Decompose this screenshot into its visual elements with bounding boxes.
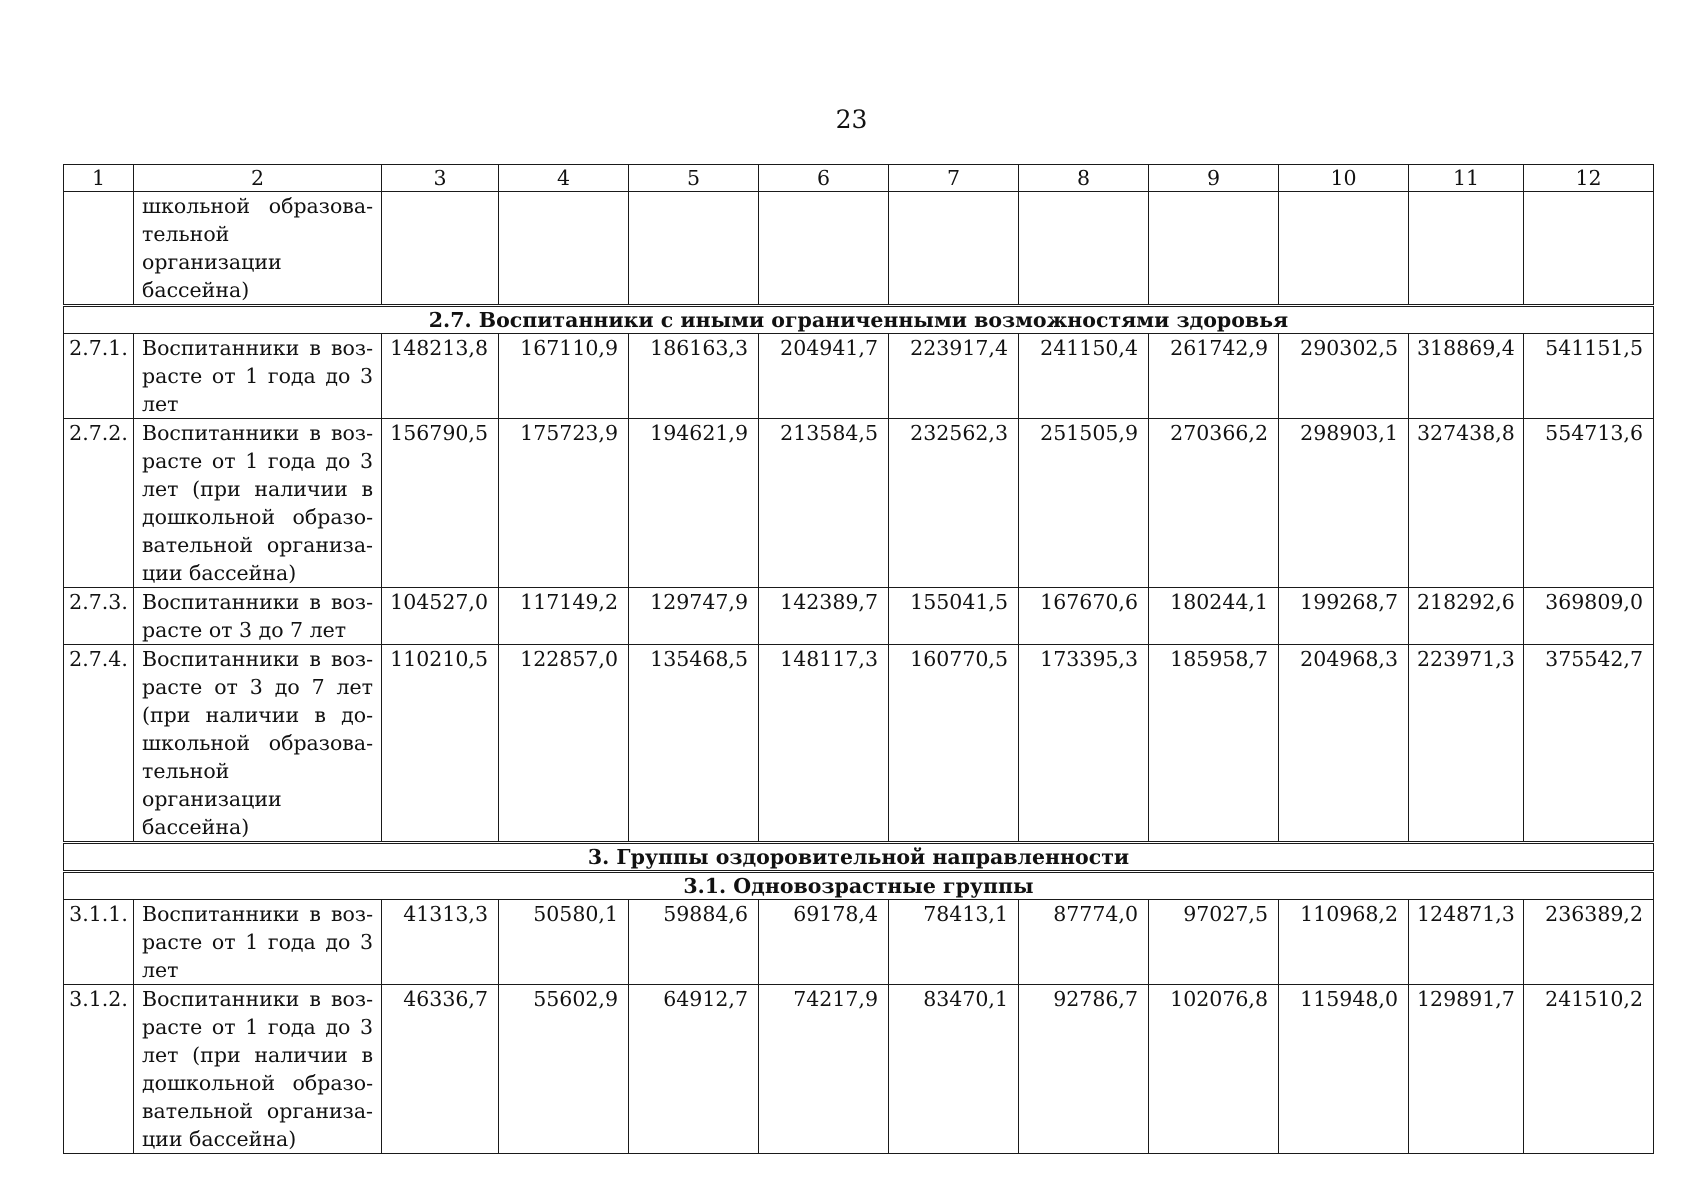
value-cell: 129747,9 [629, 588, 759, 645]
value-cell: 318869,4 [1409, 334, 1524, 419]
value-cell: 236389,2 [1524, 900, 1654, 985]
value-cell: 232562,3 [889, 419, 1019, 588]
column-header: 12 [1524, 165, 1654, 192]
row-number [64, 192, 134, 306]
value-cell: 41313,3 [382, 900, 499, 985]
value-cell: 97027,5 [1149, 900, 1279, 985]
value-cell: 156790,5 [382, 419, 499, 588]
value-cell: 223917,4 [889, 334, 1019, 419]
tariff-table [63, 164, 1654, 1154]
value-cell [1019, 192, 1149, 306]
table-body [64, 165, 1654, 1154]
value-cell [1279, 192, 1409, 306]
value-cell: 204968,3 [1279, 645, 1409, 843]
value-cell: 199268,7 [1279, 588, 1409, 645]
value-cell: 92786,7 [1019, 985, 1149, 1154]
value-cell: 124871,3 [1409, 900, 1524, 985]
value-cell: 74217,9 [759, 985, 889, 1154]
row-name: Воспитанники в воз-расте от 1 года до 3 лет [134, 900, 382, 985]
value-cell: 69178,4 [759, 900, 889, 985]
row-name: Воспитанники в воз-расте от 1 года до 3 лет (при наличии в дошкольной образо-вательной организа-ции бассейна) [134, 419, 382, 588]
page-number: 23 [835, 105, 868, 134]
value-cell [889, 192, 1019, 306]
section-title: 2.7. Воспитанники с иными ограниченными возможностями здоровья [64, 306, 1654, 334]
value-cell: 104527,0 [382, 588, 499, 645]
value-cell: 270366,2 [1149, 419, 1279, 588]
row-name: Воспитанники в воз-расте от 1 года до 3 лет (при наличии в дошкольной образо-вательной организа-ции бассейна) [134, 985, 382, 1154]
value-cell: 129891,7 [1409, 985, 1524, 1154]
value-cell: 117149,2 [499, 588, 629, 645]
row-name: Воспитанники в воз-расте от 3 до 7 лет [134, 588, 382, 645]
row-name: Воспитанники в воз-расте от 3 до 7 лет (при наличии в до-школьной образова-тельной организации бассейна) [134, 645, 382, 843]
value-cell: 290302,5 [1279, 334, 1409, 419]
row-number: 3.1.1. [64, 900, 134, 985]
value-cell: 115948,0 [1279, 985, 1409, 1154]
column-header: 7 [889, 165, 1019, 192]
value-cell: 261742,9 [1149, 334, 1279, 419]
value-cell [1524, 192, 1654, 306]
section-header-row [64, 843, 1654, 872]
table-row [64, 900, 1654, 985]
value-cell: 46336,7 [382, 985, 499, 1154]
value-cell: 142389,7 [759, 588, 889, 645]
value-cell: 241510,2 [1524, 985, 1654, 1154]
section-header-row [64, 872, 1654, 900]
value-cell: 298903,1 [1279, 419, 1409, 588]
value-cell: 102076,8 [1149, 985, 1279, 1154]
value-cell: 241150,4 [1019, 334, 1149, 419]
row-number: 2.7.1. [64, 334, 134, 419]
value-cell: 213584,5 [759, 419, 889, 588]
value-cell: 55602,9 [499, 985, 629, 1154]
column-header: 4 [499, 165, 629, 192]
value-cell: 148213,8 [382, 334, 499, 419]
table-row [64, 334, 1654, 419]
column-header: 6 [759, 165, 889, 192]
column-header: 2 [134, 165, 382, 192]
value-cell: 194621,9 [629, 419, 759, 588]
column-number-header-row [64, 165, 1654, 192]
value-cell: 155041,5 [889, 588, 1019, 645]
value-cell [629, 192, 759, 306]
value-cell [499, 192, 629, 306]
value-cell: 186163,3 [629, 334, 759, 419]
column-header: 8 [1019, 165, 1149, 192]
value-cell [1409, 192, 1524, 306]
value-cell: 223971,3 [1409, 645, 1524, 843]
column-header: 9 [1149, 165, 1279, 192]
value-cell: 135468,5 [629, 645, 759, 843]
value-cell: 110968,2 [1279, 900, 1409, 985]
value-cell: 167670,6 [1019, 588, 1149, 645]
column-header: 10 [1279, 165, 1409, 192]
table-row [64, 588, 1654, 645]
section-title: 3. Группы оздоровительной направленности [64, 843, 1654, 872]
value-cell: 50580,1 [499, 900, 629, 985]
column-header: 5 [629, 165, 759, 192]
table-row [64, 419, 1654, 588]
value-cell: 78413,1 [889, 900, 1019, 985]
value-cell: 122857,0 [499, 645, 629, 843]
table-row [64, 192, 1654, 306]
value-cell: 148117,3 [759, 645, 889, 843]
value-cell: 554713,6 [1524, 419, 1654, 588]
value-cell [382, 192, 499, 306]
value-cell: 173395,3 [1019, 645, 1149, 843]
value-cell: 160770,5 [889, 645, 1019, 843]
value-cell [759, 192, 889, 306]
row-name: школьной образова-тельной организации бассейна) [134, 192, 382, 306]
row-number: 3.1.2. [64, 985, 134, 1154]
value-cell: 218292,6 [1409, 588, 1524, 645]
table-row [64, 645, 1654, 843]
section-header-row [64, 306, 1654, 334]
value-cell: 541151,5 [1524, 334, 1654, 419]
value-cell: 167110,9 [499, 334, 629, 419]
value-cell: 251505,9 [1019, 419, 1149, 588]
row-number: 2.7.4. [64, 645, 134, 843]
row-number: 2.7.3. [64, 588, 134, 645]
value-cell: 327438,8 [1409, 419, 1524, 588]
value-cell: 369809,0 [1524, 588, 1654, 645]
section-title: 3.1. Одновозрастные группы [64, 872, 1654, 900]
value-cell: 64912,7 [629, 985, 759, 1154]
column-header: 1 [64, 165, 134, 192]
value-cell: 375542,7 [1524, 645, 1654, 843]
value-cell: 175723,9 [499, 419, 629, 588]
value-cell: 87774,0 [1019, 900, 1149, 985]
value-cell: 59884,6 [629, 900, 759, 985]
table-row [64, 985, 1654, 1154]
column-header: 11 [1409, 165, 1524, 192]
row-number: 2.7.2. [64, 419, 134, 588]
value-cell [1149, 192, 1279, 306]
row-name: Воспитанники в воз-расте от 1 года до 3 лет [134, 334, 382, 419]
value-cell: 185958,7 [1149, 645, 1279, 843]
value-cell: 180244,1 [1149, 588, 1279, 645]
column-header: 3 [382, 165, 499, 192]
value-cell: 110210,5 [382, 645, 499, 843]
value-cell: 204941,7 [759, 334, 889, 419]
value-cell: 83470,1 [889, 985, 1019, 1154]
